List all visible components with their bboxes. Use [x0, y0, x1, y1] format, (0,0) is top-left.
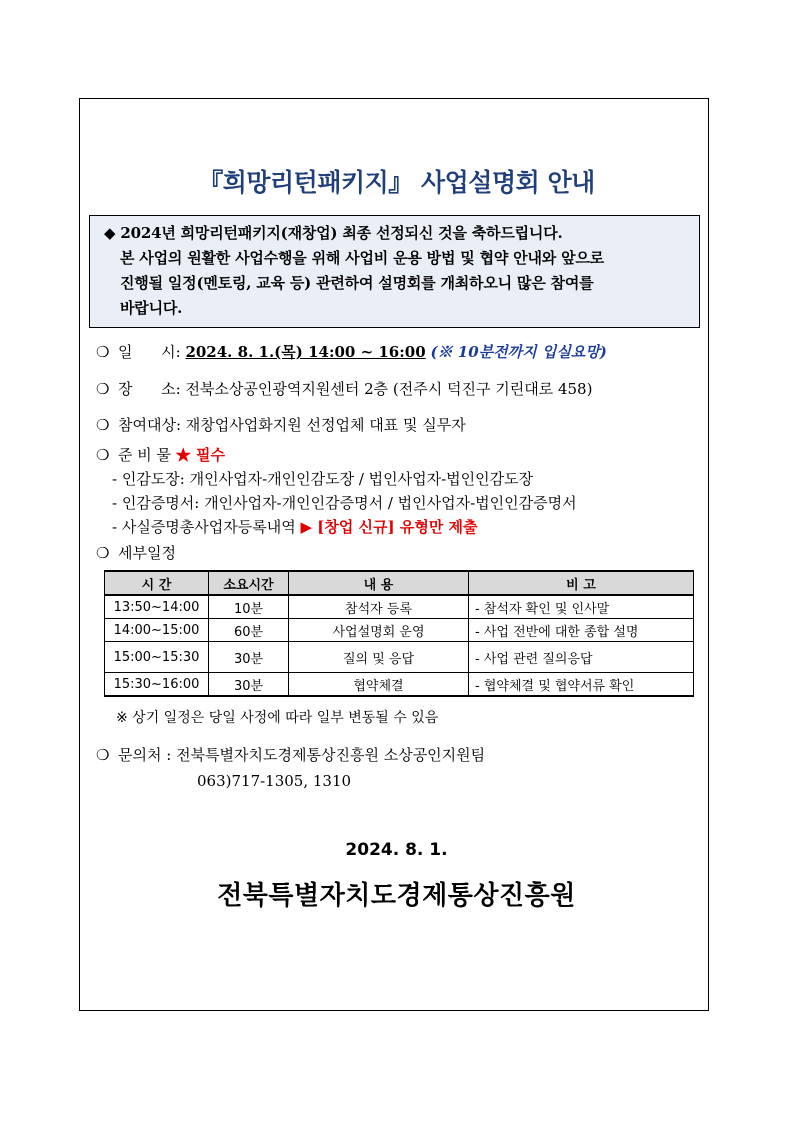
datetime-label: 일 시: — [118, 343, 181, 361]
required-badge: ★ 필수 — [175, 446, 225, 464]
notice-box — [89, 215, 700, 328]
cell-time: 13:50~14:00 — [105, 595, 209, 619]
issue-date: 2024. 8. 1. — [345, 840, 448, 860]
cell-content: 협약체결 — [289, 673, 469, 697]
circle-bullet-icon: ❍ — [96, 380, 110, 398]
cell-duration: 10분 — [209, 595, 289, 619]
place-row — [96, 378, 592, 399]
contact-label: 문의처 : — [118, 746, 172, 764]
header-content: 내 용 — [289, 571, 469, 595]
cell-content: 사업설명회 운영 — [289, 619, 469, 642]
circle-bullet-icon: ❍ — [96, 746, 110, 764]
schedule-table — [104, 570, 694, 697]
cell-content: 참석자 등록 — [289, 595, 469, 619]
prep-item-certificate: - 인감증명서: 개인사업자-개인인감증명서 / 법인사업자-법인인감증명서 — [112, 494, 577, 512]
header-remarks: 비 고 — [469, 571, 694, 595]
registration-note: ▶ [창업 신규] 유형만 제출 — [300, 518, 478, 536]
contact-phone: 063)717-1305, 1310 — [197, 772, 352, 790]
schedule-footnote: ※ 상기 일정은 당일 사정에 따라 일부 변동될 수 있음 — [116, 710, 439, 726]
circle-bullet-icon: ❍ — [96, 544, 110, 562]
header-duration: 소요시간 — [209, 571, 289, 595]
prep-row — [96, 444, 225, 465]
datetime-note: (※ 10분전까지 입실요망) — [430, 343, 607, 361]
cell-remarks: - 사업 전반에 대한 종합 설명 — [469, 619, 694, 642]
cell-remarks: - 사업 관련 질의응답 — [469, 642, 694, 673]
contact-org: 전북특별자치도경제통상진흥원 소상공인지원팀 — [176, 746, 486, 764]
header-time: 시 간 — [105, 571, 209, 595]
prep-item-registration: - 사실증명총사업자등록내역 ▶ [창업 신규] 유형만 제출 — [112, 518, 478, 536]
place-label: 장 소: — [118, 380, 181, 398]
datetime-value: 2024. 8. 1.(목) 14:00 ~ 16:00 — [185, 343, 426, 361]
cell-remarks: - 협약체결 및 협약서류 확인 — [469, 673, 694, 697]
notice-line-4: 바랍니다. — [120, 299, 183, 317]
target-label: 참여대상: — [118, 416, 182, 434]
circle-bullet-icon: ❍ — [96, 416, 110, 434]
target-value: 재창업사업화지원 선정업체 대표 및 실무자 — [185, 416, 466, 434]
place-value: 전북소상공인광역지원센터 2층 (전주시 덕진구 기린대로 458) — [185, 380, 593, 398]
contact-row — [96, 744, 485, 765]
notice-line-1: ◆ 2024년 희망리턴패키지(재창업) 최종 선정되신 것을 축하드립니다. — [104, 224, 563, 242]
cell-remarks: - 참석자 확인 및 인사말 — [469, 595, 694, 619]
cell-duration: 30분 — [209, 673, 289, 697]
organization-name: 전북특별자치도경제통상진흥원 — [217, 881, 576, 911]
notice-line-2: 본 사업의 원활한 사업수행을 위해 사업비 운용 방법 및 협약 안내와 앞으로 — [120, 249, 604, 267]
diamond-bullet-icon: ◆ — [104, 224, 116, 242]
schedule-row — [96, 542, 176, 563]
cell-duration: 60분 — [209, 619, 289, 642]
datetime-row — [96, 341, 607, 362]
table-row — [105, 619, 694, 642]
table-row — [105, 642, 694, 673]
cell-time: 15:30~16:00 — [105, 673, 209, 697]
cell-time: 14:00~15:00 — [105, 619, 209, 642]
cell-content: 질의 및 응답 — [289, 642, 469, 673]
target-row — [96, 414, 466, 435]
cell-duration: 30분 — [209, 642, 289, 673]
notice-line-3: 진행될 일정(멘토링, 교육 등) 관련하여 설명회를 개최하오니 많은 참여를 — [120, 274, 594, 292]
prep-item-seal: - 인감도장: 개인사업자-개인인감도장 / 법인사업자-법인인감도장 — [112, 470, 534, 488]
cell-time: 15:00~15:30 — [105, 642, 209, 673]
circle-bullet-icon: ❍ — [96, 343, 110, 361]
table-header-row — [105, 571, 694, 595]
page-title: 『희망리턴패키지』 사업설명회 안내 — [198, 168, 595, 197]
table-row — [105, 595, 694, 619]
table-row — [105, 673, 694, 697]
circle-bullet-icon: ❍ — [96, 446, 110, 464]
schedule-label: 세부일정 — [118, 544, 176, 562]
prep-label: 준 비 물 — [118, 446, 172, 464]
